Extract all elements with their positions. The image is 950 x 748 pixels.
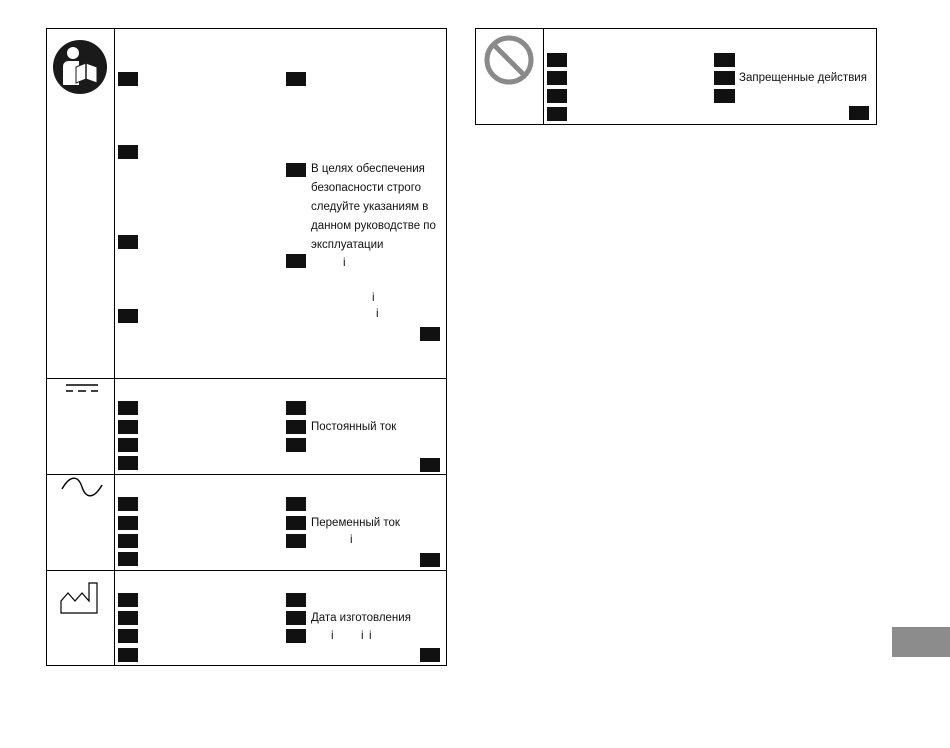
- redacted-block: [547, 71, 567, 85]
- redacted-block: [547, 53, 567, 67]
- redacted-block: [286, 497, 306, 511]
- redacted-block: [547, 107, 567, 121]
- column-divider: [543, 29, 544, 124]
- redacted-block: [714, 71, 735, 85]
- alternating-current-icon: [60, 477, 104, 497]
- stray-mark: і: [331, 630, 334, 642]
- redacted-block: [118, 534, 138, 548]
- redacted-block: [714, 89, 735, 103]
- redacted-block: [118, 593, 138, 607]
- redacted-block: [118, 309, 138, 323]
- redacted-block: [118, 420, 138, 434]
- redacted-block: [118, 516, 138, 530]
- chapter-tab: [892, 627, 950, 657]
- redacted-block: [420, 327, 440, 341]
- redacted-block: [286, 516, 306, 530]
- row-divider: [47, 378, 446, 379]
- redacted-block: [286, 420, 306, 434]
- direct-current-label: Постоянный ток: [311, 421, 397, 433]
- redacted-block: [118, 72, 138, 86]
- redacted-block: [547, 89, 567, 103]
- prohibited-actions-label: Запрещенные действия: [739, 72, 867, 84]
- redacted-block: [286, 629, 306, 643]
- stray-mark: і: [361, 630, 364, 642]
- row-divider: [47, 474, 446, 475]
- redacted-block: [286, 72, 306, 86]
- prohibited-table: [475, 28, 877, 125]
- symbols-table: [46, 28, 447, 666]
- stray-mark: і: [369, 630, 372, 642]
- redacted-block: [118, 629, 138, 643]
- prohibited-icon: [483, 34, 535, 86]
- redacted-block: [118, 497, 138, 511]
- redacted-block: [286, 611, 306, 625]
- manufacture-date-label: Дата изготовления: [311, 612, 411, 624]
- manual-instruction-text: В целях обеспечения безопасности строго следуйте указаниям в данном руководстве по эксплуатации: [311, 163, 436, 251]
- redacted-block: [286, 254, 306, 268]
- redacted-block: [849, 106, 869, 120]
- redacted-block: [286, 401, 306, 415]
- redacted-block: [420, 648, 440, 662]
- redacted-block: [714, 53, 735, 67]
- redacted-block: [118, 145, 138, 159]
- redacted-block: [118, 611, 138, 625]
- redacted-block: [118, 648, 138, 662]
- redacted-block: [118, 401, 138, 415]
- stray-mark: і: [343, 257, 346, 269]
- stray-mark: і: [372, 292, 375, 304]
- stray-mark: і: [376, 308, 379, 320]
- row-divider: [47, 570, 446, 571]
- redacted-block: [286, 534, 306, 548]
- alternating-current-label: Переменный ток: [311, 517, 400, 529]
- redacted-block: [420, 553, 440, 567]
- redacted-block: [118, 552, 138, 566]
- redacted-block: [286, 593, 306, 607]
- redacted-block: [118, 438, 138, 452]
- direct-current-icon: [65, 383, 99, 395]
- manufacture-date-icon: [59, 575, 105, 615]
- redacted-block: [286, 438, 306, 452]
- redacted-block: [420, 458, 440, 472]
- stray-mark: і: [350, 534, 353, 546]
- redacted-block: [286, 163, 306, 177]
- read-manual-icon: [52, 39, 108, 95]
- redacted-block: [118, 456, 138, 470]
- redacted-block: [118, 235, 138, 249]
